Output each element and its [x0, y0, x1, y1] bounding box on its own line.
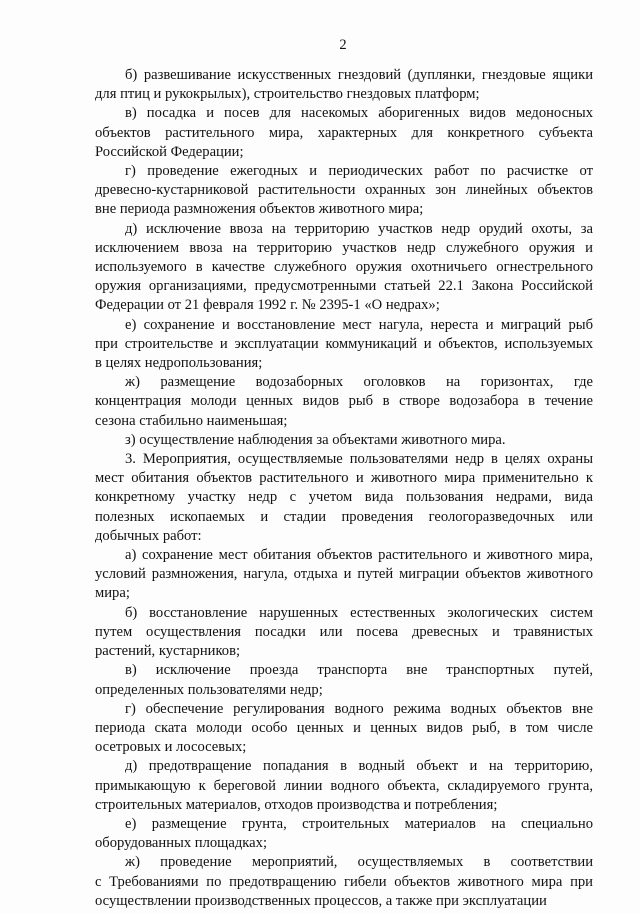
paragraph-d-hunting	[95, 220, 593, 316]
text-line: с Требованиями по предотвращению гибели объектов животного мира при	[95, 873, 593, 890]
text-line: оборудованных площадках;	[95, 835, 267, 852]
text-line: ж) размещение водозаборных оголовков на горизонтах, где	[125, 374, 593, 391]
text-line: 3. Мероприятия, осуществляемые пользователями недр в целях охраны	[125, 451, 593, 468]
text-line: осетровых и лососевых;	[95, 739, 247, 756]
text-line: б) восстановление нарушенных естественных экологических систем	[125, 604, 593, 621]
text-line: объектов растительного мира, характерных для конкретного субъекта	[95, 124, 593, 141]
text-line: конкретному участку недр с учетом вида пользования недрами, вида	[95, 489, 593, 506]
text-line: примыкающую к береговой линии водного объекта, складируемого грунта,	[95, 777, 593, 794]
text-line: для птиц и рукокрылых), строительство гнездовых платформ;	[95, 86, 480, 103]
text-line: в) посадка и посев для насекомых аборигенных видов медоносных	[125, 105, 593, 122]
paragraph-item-3	[95, 450, 593, 546]
paragraph-3g	[95, 700, 593, 758]
paragraph-3b	[95, 604, 593, 662]
paragraph-3d	[95, 757, 593, 815]
paragraph-3v	[95, 661, 593, 699]
text-line: в целях недропользования;	[95, 355, 263, 372]
text-line: древесно-кустарниковой растительности охранных зон линейных объектов	[95, 182, 593, 199]
text-line: б) развешивание искусственных гнездовий (дуплянки, гнездовые ящики	[125, 67, 593, 83]
text-line: путем осуществления посадки или посева древесных и травянистых	[95, 623, 593, 640]
text-line: Федерации от 21 февраля 1992 г. № 2395-1 «О недрах»;	[95, 297, 440, 314]
text-line: при строительстве и эксплуатации коммуникаций и объектов, используемых	[95, 335, 593, 352]
paragraph-3e	[95, 815, 593, 853]
text-line: д) предотвращение попадания в водный объект и на территорию,	[125, 758, 593, 775]
text-line: сезона стабильно наименьшая;	[95, 412, 288, 429]
text-line: добычных работ:	[95, 527, 202, 544]
text-line: мест обитания объектов растительного и животного мира применительно к	[95, 470, 593, 487]
text-line: исключением ввоза на территорию участков недр служебного оружия и	[95, 239, 593, 256]
text-line: е) сохранение и восстановление мест нагула, нереста и миграций рыб	[125, 316, 593, 333]
paragraph-3zh	[95, 853, 593, 911]
paragraph-v-planting	[95, 104, 593, 162]
text-line: условий размножения, нагула, отдыха и путей миграции объектов животного	[95, 566, 593, 583]
paragraph-e-fish	[95, 316, 593, 374]
text-line: растений, кустарников;	[95, 643, 241, 660]
paragraph-g-clearing	[95, 162, 593, 220]
text-line: вне периода размножения объектов животного мира;	[95, 201, 424, 218]
text-line: оружия организациями, предусмотренными статьей 22.1 Закона Российской	[95, 278, 593, 295]
text-line: периода ската молоди особо ценных и ценных видов рыб, в том числе	[95, 719, 593, 736]
text-line: г) проведение ежегодных и периодических работ по расчистке от	[125, 163, 593, 180]
text-line: е) размещение грунта, строительных материалов на специально	[125, 815, 593, 832]
text-line: осуществлении производственных процессов, а также при эксплуатации	[95, 892, 547, 909]
text-line: используемого в качестве служебного оружия охотничьего огнестрельного	[95, 259, 593, 276]
page-number: 2	[339, 37, 347, 53]
text-line: мира;	[95, 585, 130, 602]
text-line: определенных пользователями недр;	[95, 681, 323, 698]
text-line: г) обеспечение регулирования водного режима водных объектов вне	[125, 700, 593, 717]
text-line: Российской Федерации;	[95, 143, 244, 160]
text-line: ж) проведение мероприятий, осуществляемых в соответствии	[125, 854, 593, 871]
paragraph-b-nests	[95, 66, 593, 104]
text-line: полезных ископаемых и стадии проведения геологоразведочных или	[95, 508, 593, 525]
text-line: в) исключение проезда транспорта вне транспортных путей,	[125, 662, 593, 679]
document-body	[95, 66, 593, 911]
text-line: строительных материалов, отходов производства и потребления;	[95, 796, 498, 813]
paragraph-3a	[95, 546, 593, 604]
text-line: д) исключение ввоза на территорию участков недр орудий охоты, за	[125, 220, 593, 237]
paragraph-zh-intake	[95, 373, 593, 431]
paragraph-z-monitoring	[95, 431, 593, 450]
text-line: а) сохранение мест обитания объектов растительного и животного мира,	[125, 547, 593, 564]
text-line: концентрация молоди ценных видов рыб в створе водозабора в течение	[95, 393, 593, 410]
text-line: з) осуществление наблюдения за объектами животного мира.	[125, 431, 506, 448]
